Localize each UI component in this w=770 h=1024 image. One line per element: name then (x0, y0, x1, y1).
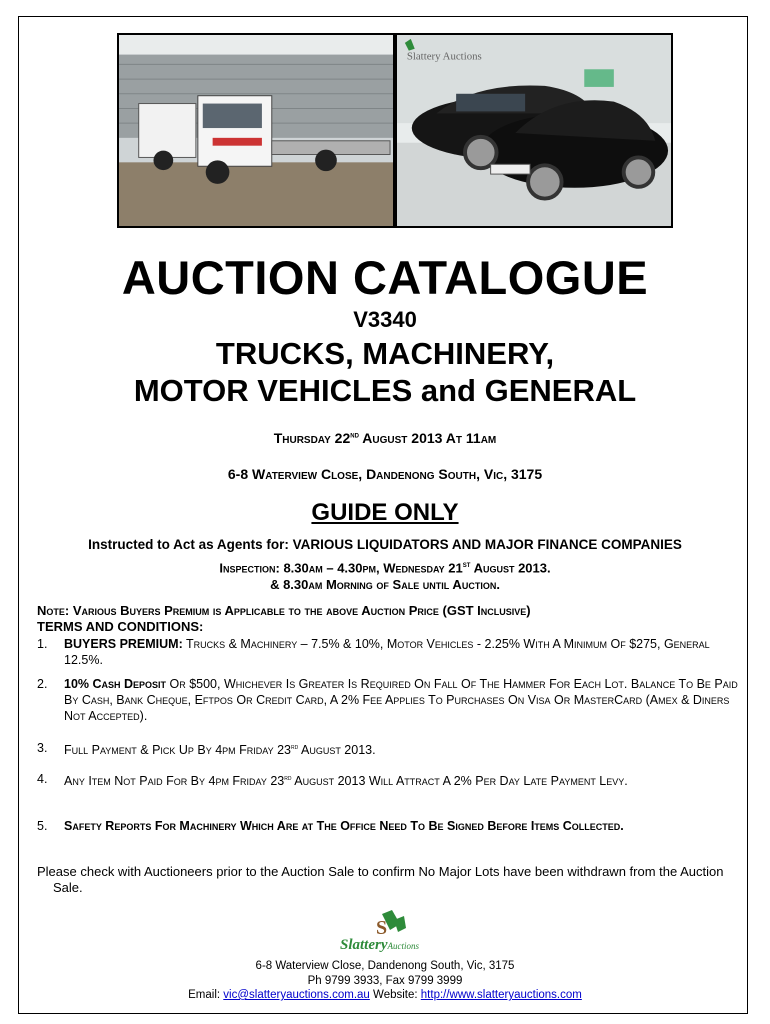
term-number: 4. (37, 772, 48, 786)
watermark-logo-text: Slattery Auctions (406, 50, 482, 63)
term-bold: 10% Cash Deposit (64, 677, 167, 691)
cars-image (397, 35, 671, 226)
auction-date (0, 430, 770, 446)
term-number: 2. (37, 677, 48, 691)
term-text: Trucks & Machinery – 7.5% & 10%, Motor Vehicles - 2.25% With A Minimum Of $275, General 12.5%. (64, 637, 710, 667)
term-text-suffix: August 2013. (298, 743, 376, 758)
svg-text:S: S (376, 917, 388, 939)
subtitle-line-1: TRUCKS, MACHINERY, (215, 336, 555, 371)
term-bold: Safety Reports For Machinery Which Are at The Office Need To Be Signed Before Items Collected. (64, 819, 624, 833)
instructed-line: Instructed to Act as Agents for: VARIOUS LIQUIDATORS AND MAJOR FINANCE COMPANIES (88, 537, 682, 552)
trucks-photo (117, 33, 395, 228)
premium-note: Note: Various Buyers Premium is Applicable to the above Auction Price (GST Inclusive) (37, 603, 531, 618)
auction-address: 6-8 Waterview Close, Dandenong South, Vic, 3175 (227, 466, 543, 482)
term-sup: rd (284, 775, 292, 782)
term-text: Or $500, Whichever Is Greater Is Required On Fall Of The Hammer For Each Lot. Balance To Be Paid By Cash, Bank Cheque, Eftpos Or Credit Card, A 2% Fee Applies To Purchases On Visa Or MasterCard (Amex & Diners Not Accepted). (64, 677, 738, 723)
website-label: Website: (373, 989, 418, 1001)
date-suffix: August 2013 At 11am (358, 430, 497, 446)
logo-suffix: Auctions (387, 941, 419, 951)
term-text-suffix: August 2013 Will Attract A 2% Per Day Late Payment Levy. (291, 774, 628, 789)
footer-address: 6-8 Waterview Close, Dandenong South, Vic, 3175 (255, 960, 515, 972)
email-link[interactable]: vic@slatteryauctions.com.au (223, 989, 370, 1001)
inspection-suffix: August 2013. (470, 560, 551, 576)
trucks-image (119, 35, 393, 226)
check-note (37, 864, 737, 896)
footer-phone: Ph 9799 3933, Fax 9799 3999 (307, 975, 463, 987)
term-number: 5. (37, 819, 48, 833)
website-link[interactable]: http://www.slatteryauctions.com (420, 989, 582, 1001)
inspection-sup: st (462, 560, 471, 569)
date-prefix: Thursday 22 (273, 430, 351, 446)
term-bold: BUYERS PREMIUM: (64, 637, 183, 651)
subtitle-line-2: MOTOR VEHICLES and GENERAL (133, 373, 637, 408)
terms-heading: TERMS AND CONDITIONS: (37, 619, 204, 634)
date-sup: nd (350, 430, 359, 440)
inspection-line-1 (0, 560, 770, 575)
footer-contact (0, 988, 770, 1003)
term-number: 3. (37, 741, 48, 755)
inspection-line-2: & 8.30am Morning of Sale until Auction. (270, 577, 500, 592)
term-text: Any Item Not Paid For By 4pm Friday 23 (64, 774, 285, 789)
term-text: Full Payment & Pick Up By 4pm Friday 23 (64, 743, 291, 758)
slattery-logo (330, 910, 450, 960)
term-number: 1. (37, 637, 48, 651)
check-note-text: Please check with Auctioneers prior to the Auction Sale to confirm No Major Lots have been withdrawn from the Auction Sale. (37, 864, 724, 895)
catalogue-code: V3340 (353, 307, 417, 332)
logo-brand: Slattery (340, 937, 388, 953)
email-label: Email: (188, 989, 221, 1001)
term-sup: rd (290, 744, 299, 751)
inspection-prefix: Inspection: 8.30am – 4.30pm, Wednesday 21 (219, 560, 463, 576)
cars-photo (395, 33, 673, 228)
guide-only-heading: GUIDE ONLY (311, 499, 459, 526)
catalogue-title: AUCTION CATALOGUE (121, 251, 649, 304)
